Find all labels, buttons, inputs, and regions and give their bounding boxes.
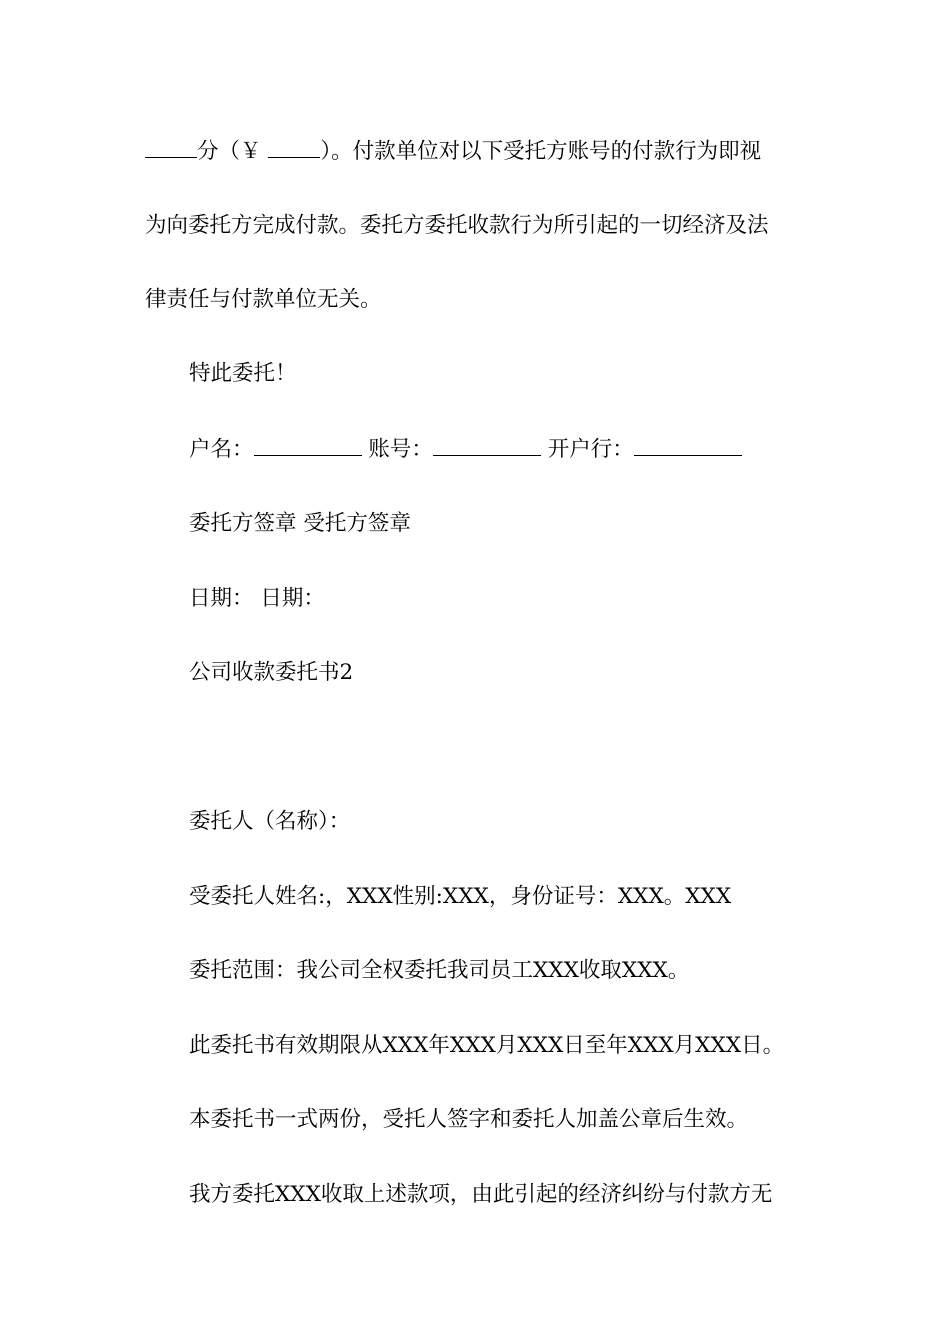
blank-amount-fen xyxy=(145,139,197,158)
paragraph-line-1-post: ）。付款单位对以下受托方账号的付款行为即视 xyxy=(320,139,762,164)
paragraph-line-2: 为向委托方完成付款。委托方委托收款行为所引起的一切经济及法 xyxy=(145,213,769,238)
paragraph-line-1 xyxy=(145,137,810,167)
blank-account-bank xyxy=(634,437,742,456)
blank-amount-yuan xyxy=(268,139,320,158)
scope-line: 委托范围：我公司全权委托我司员工XXX收取XXX。 xyxy=(189,958,690,983)
paragraph-line-1-pre: 分（￥ xyxy=(197,139,269,164)
date-line: 日期： 日期： xyxy=(189,586,325,611)
blank-account-number xyxy=(433,437,541,456)
agent-line: 受委托人姓名:，XXX性别:XXX，身份证号：XXX。XXX xyxy=(189,884,732,909)
section-title: 公司收款委托书2 xyxy=(189,660,354,685)
account-line xyxy=(189,435,810,465)
paragraph-line-3: 律责任与付款单位无关。 xyxy=(145,287,382,312)
principal-line: 委托人（名称）： xyxy=(189,809,351,834)
account-number-label: 账号： xyxy=(368,437,433,462)
copies-line: 本委托书一式两份，受托人签字和委托人加盖公章后生效。 xyxy=(189,1107,749,1132)
signature-line: 委托方签章 受托方签章 xyxy=(189,511,411,536)
validity-line: 此委托书有效期限从XXX年XXX月XXX日至年XXX月XXX日。 xyxy=(189,1033,785,1058)
blank-account-name xyxy=(254,437,362,456)
liability-line: 我方委托XXX收取上述款项，由此引起的经济纠纷与付款方无 xyxy=(189,1182,773,1207)
account-bank-label: 开户行： xyxy=(547,437,634,462)
account-name-label: 户名： xyxy=(189,437,254,462)
closing-text: 特此委托！ xyxy=(189,361,297,386)
